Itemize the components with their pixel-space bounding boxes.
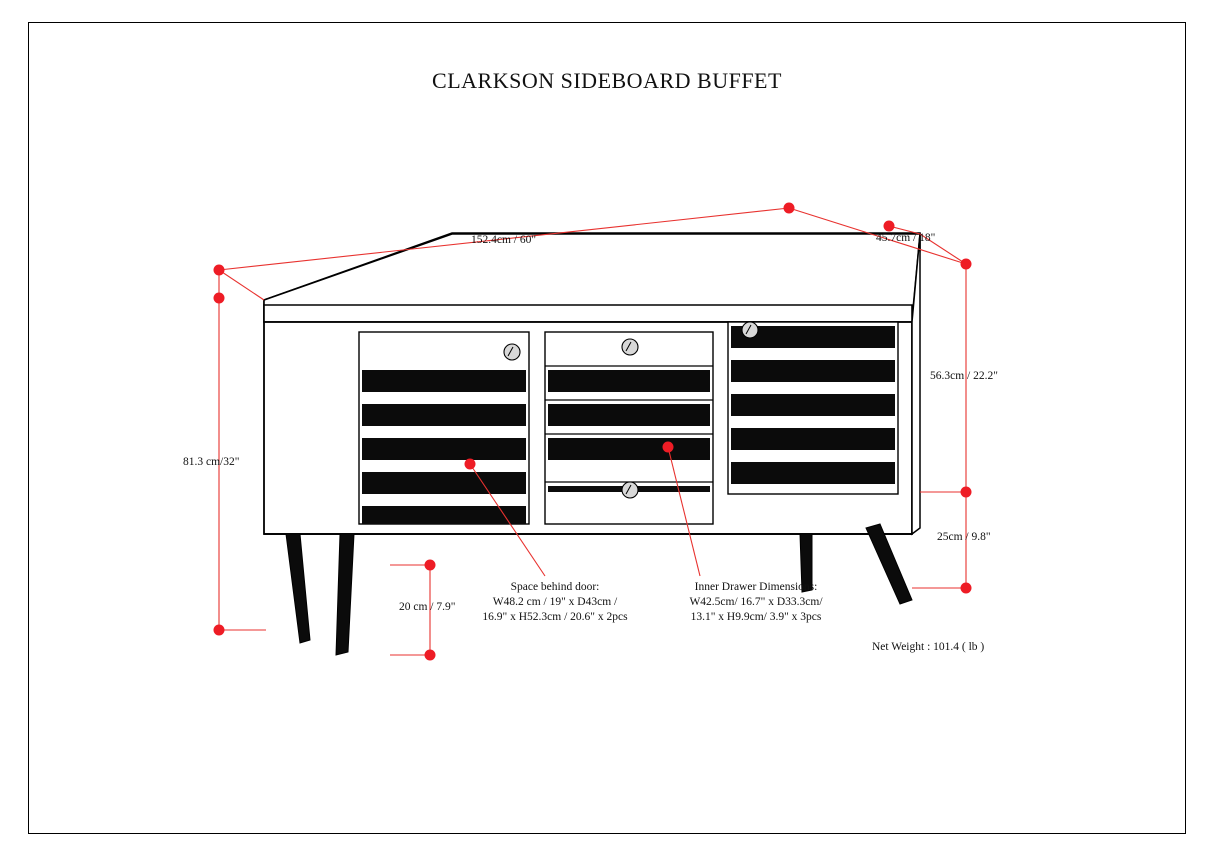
callout-door-line3: 16.9" x H52.3cm / 20.6" x 2pcs <box>482 611 628 623</box>
dimension-leg-height-label: 20 cm / 7.9" <box>399 601 456 613</box>
callout-drawer-line3: 13.1" x H9.9cm/ 3.9" x 3pcs <box>690 611 822 623</box>
callout-drawer-line2: W42.5cm/ 16.7" x D33.3cm/ <box>689 596 823 608</box>
callout-door-title: Space behind door: <box>510 581 600 593</box>
dimension-cabinet-height-label: 56.3cm / 22.2" <box>930 370 998 382</box>
callout-inner-drawer <box>656 580 856 625</box>
dimension-width-label: 152.4cm / 60" <box>471 234 537 246</box>
callout-space-behind-door <box>455 580 655 625</box>
dimension-total-height-label: 81.3 cm/32" <box>183 456 240 468</box>
right-door-panel <box>728 322 898 494</box>
callout-drawer-title: Inner Drawer Dimensions: <box>694 581 818 593</box>
net-weight-label: Net Weight : 101.4 ( lb ) <box>872 641 985 653</box>
callout-door-line2: W48.2 cm / 19" x D43cm / <box>492 596 618 608</box>
left-door-panel <box>359 332 529 524</box>
dimension-depth-label: 45.7cm / 18" <box>876 232 936 244</box>
dimension-leg-clearance-label: 25cm / 9.8" <box>937 531 991 543</box>
page-title: CLARKSON SIDEBOARD BUFFET <box>432 68 782 93</box>
center-drawer-stack <box>545 332 713 524</box>
